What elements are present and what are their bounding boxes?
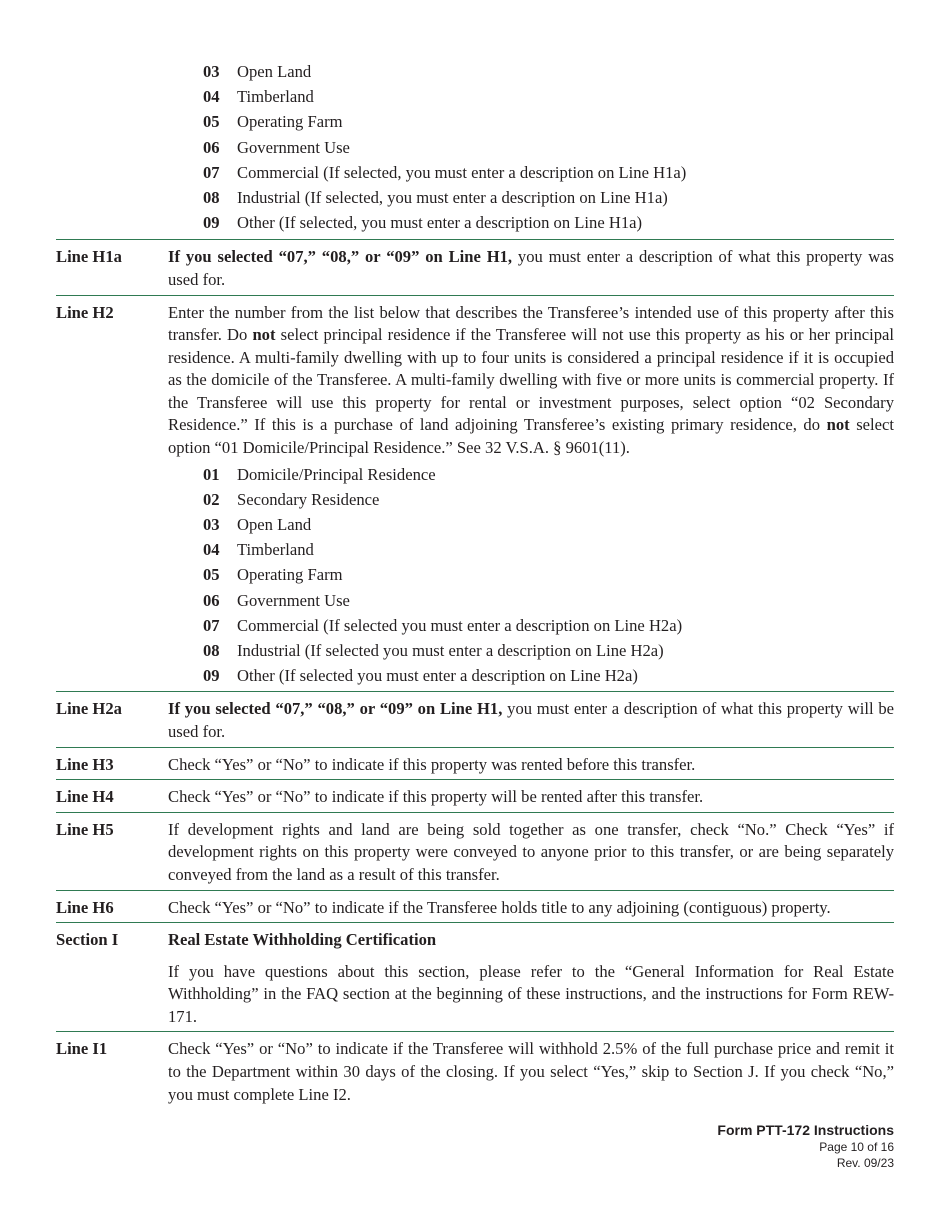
- list-item: 03 Open Land: [203, 515, 312, 535]
- entry-body: Check “Yes” or “No” to indicate if the Transferee holds title to any adjoining (contiguous) property.: [168, 897, 831, 917]
- entry-label: Line H6: [56, 897, 114, 917]
- h2-option-list: [203, 462, 894, 689]
- entry-label: Line H2a: [56, 699, 122, 719]
- entry-section-i: [56, 922, 894, 1031]
- list-item: 03 Open Land: [203, 62, 312, 81]
- list-item: 04 Timberland: [203, 540, 314, 560]
- entry-line-h2: [56, 295, 894, 692]
- h1-option-list: [203, 59, 894, 235]
- entry-body: If development rights and land are being sold together as one transfer, check “No.” Check “Yes” if development rights on this property were conveyed to anyone prior to this transfer, or are being separately conveyed from the land as a result of this transfer.: [168, 819, 894, 884]
- list-item: 07 Commercial (If selected, you must enter a description on Line H1a): [203, 162, 687, 182]
- entry-label: Line H3: [56, 754, 114, 774]
- list-item: 06 Government Use: [203, 590, 350, 610]
- list-item: 04 Timberland: [203, 87, 314, 107]
- entry-body: Check “Yes” or “No” to indicate if this property will be rented after this transfer.: [168, 787, 704, 807]
- list-item: 02 Secondary Residence: [203, 489, 380, 509]
- entry-label: Line H5: [56, 819, 114, 839]
- list-item: 06 Government Use: [203, 137, 350, 157]
- entry-label: Section I: [56, 930, 119, 950]
- document-page: [56, 59, 894, 1109]
- entry-body: If you selected “07,” “08,” or “09” on Line H1, you must enter a description of what this property will be used for.: [168, 699, 894, 741]
- page-number: Page 10 of 16: [819, 1140, 894, 1154]
- entry-body: Check “Yes” or “No” to indicate if the Transferee will withhold 2.5% of the full purchase price and remit it to the Department within 30 days of the closing. If you select “Yes,” skip to Section J. If you check “No,” you must complete Line I2.: [168, 1039, 894, 1104]
- entry-label: Line H2: [56, 302, 114, 322]
- entry-line-h6: [56, 890, 894, 923]
- entry-body: Real Estate Withholding Certification If you have questions about this section, please refer to the “General Information for Real Estate Withholding” in the FAQ section at the beginning of these instructions, and the instructions for Form REW-171.: [168, 930, 894, 1026]
- entry-label: Line H4: [56, 787, 114, 807]
- list-item: 05 Operating Farm: [203, 565, 343, 585]
- entry-line-h5: [56, 812, 894, 890]
- entry-line-i1: [56, 1031, 894, 1109]
- revision-date: Rev. 09/23: [836, 1156, 894, 1170]
- entry-label: Line H1a: [56, 247, 122, 267]
- list-item: 07 Commercial (If selected you must enter a description on Line H2a): [203, 615, 683, 635]
- list-item: 08 Industrial (If selected, you must enter a description on Line H1a): [203, 187, 668, 207]
- entry-line-h2a: [56, 691, 894, 746]
- list-item: 05 Operating Farm: [203, 112, 343, 132]
- page-footer: [717, 1121, 894, 1171]
- form-title: Form PTT-172 Instructions: [717, 1122, 894, 1138]
- entry-label: Line I1: [56, 1039, 108, 1059]
- entry-line-h1a: [56, 239, 894, 294]
- entry-line-h4: [56, 779, 894, 812]
- entry-body: Enter the number from the list below that describes the Transferee’s intended use of this property after this transfer. Do not select principal residence if the Transferee will not use this property as his or her principal residence. A multi-family dwelling with up to four units is considered a principal residence if it is occupied as the domicile of the Transferee. A multi-family dwelling with five or more units is commercial property. If the Transferee will use this property for rental or investment purposes, select option “02 Secondary Residence.” If this is a purchase of land adjoining Transferee’s existing primary residence, do not select option “01 Domicile/Principal Residence.” See 32 V.S.A. § 9601(11). 01 Domicile/Principal Residence 02 Secondary Residence 03 Open Land 04 Timberland 05 Operating Farm 06 Government Use 07 Commercial (If selected you must enter a description on Line H2a) 08 Industrial (If selected you must enter a description on Line H2a) 09 Other (If selected you must enter a description on Line H2a): [168, 302, 894, 689]
- entry-line-h3: [56, 747, 894, 780]
- list-item: 08 Industrial (If selected you must enter a description on Line H2a): [203, 640, 664, 660]
- section-heading: Real Estate Withholding Certification: [168, 930, 437, 950]
- list-item: 01 Domicile/Principal Residence: [203, 464, 436, 484]
- entry-body: Check “Yes” or “No” to indicate if this property was rented before this transfer.: [168, 754, 696, 774]
- list-item: 09 Other (If selected you must enter a description on Line H2a): [203, 666, 638, 686]
- entry-body: If you selected “07,” “08,” or “09” on Line H1, you must enter a description of what this property was used for.: [168, 247, 895, 289]
- list-item: 09 Other (If selected, you must enter a description on Line H1a): [203, 213, 643, 233]
